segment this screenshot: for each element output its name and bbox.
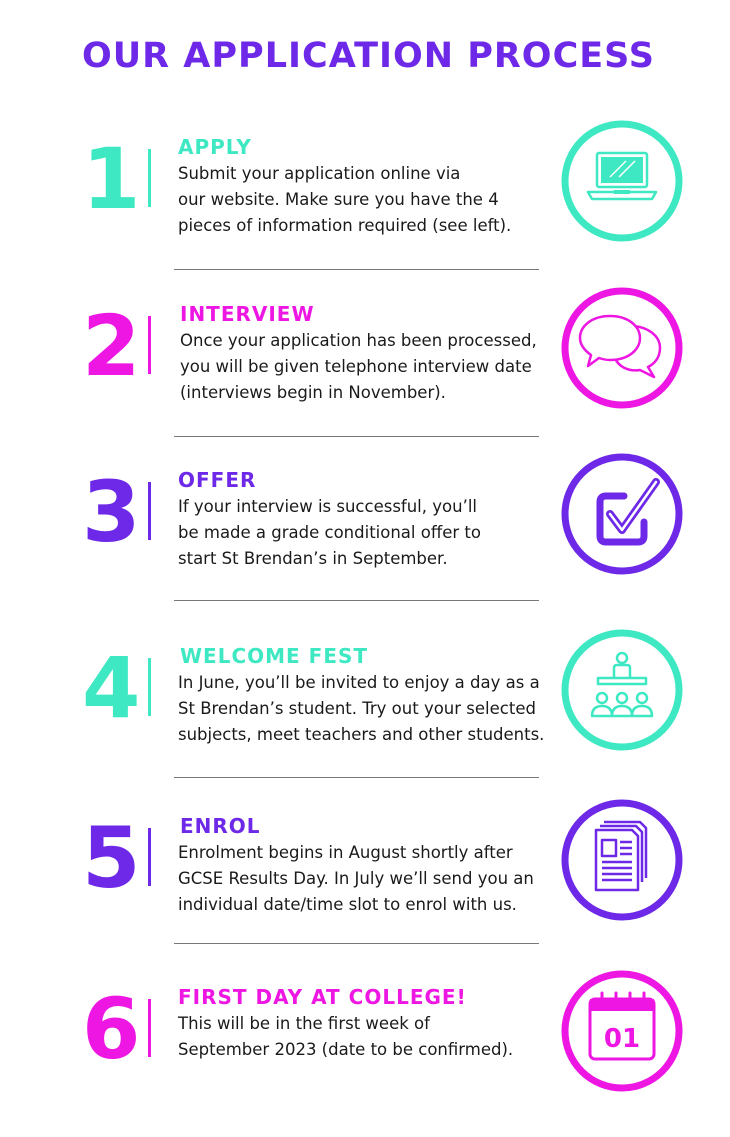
step-number: 2 bbox=[82, 297, 141, 395]
step-heading: WELCOME FEST bbox=[180, 644, 369, 668]
step-heading: OFFER bbox=[178, 468, 257, 492]
step-description-line: This will be in the first week of bbox=[178, 1014, 430, 1033]
step-description-line: pieces of information required (see left). bbox=[178, 216, 512, 235]
section-divider bbox=[174, 777, 539, 778]
step-description bbox=[178, 1011, 513, 1063]
step-divider-bar bbox=[148, 658, 151, 716]
calendar-icon bbox=[560, 969, 684, 1093]
step-number: 6 bbox=[82, 980, 141, 1078]
step-divider-bar bbox=[148, 482, 151, 540]
step-description-line: Enrolment begins in August shortly after bbox=[178, 843, 513, 862]
step-description-line: you will be given telephone interview date bbox=[180, 357, 532, 376]
page-title: OUR APPLICATION PROCESS bbox=[82, 36, 656, 76]
section-divider bbox=[174, 436, 539, 437]
step-number: 3 bbox=[82, 463, 141, 561]
section-divider bbox=[174, 269, 539, 270]
step-heading: INTERVIEW bbox=[180, 302, 315, 326]
step-divider-bar bbox=[148, 149, 151, 207]
presentation-audience-icon bbox=[560, 628, 684, 752]
step-welcome-fest bbox=[0, 639, 730, 796]
step-divider-bar bbox=[148, 828, 151, 886]
step-description-line: GCSE Results Day. In July we’ll send you an bbox=[178, 869, 534, 888]
step-apply bbox=[0, 130, 730, 287]
step-description-line: start St Brendan’s in September. bbox=[178, 549, 448, 568]
step-interview bbox=[0, 297, 730, 454]
calendar-day-label: 01 bbox=[603, 1024, 641, 1054]
step-heading: APPLY bbox=[178, 135, 252, 159]
section-divider bbox=[174, 943, 539, 944]
step-description-line: If your interview is successful, you’ll bbox=[178, 497, 477, 516]
step-divider-bar bbox=[148, 316, 151, 374]
step-description-line: St Brendan’s student. Try out your selected bbox=[178, 699, 536, 718]
step-description bbox=[178, 840, 534, 918]
step-first-day bbox=[0, 980, 730, 1137]
step-description-line: subjects, meet teachers and other students. bbox=[178, 725, 545, 744]
step-number: 5 bbox=[82, 809, 141, 907]
speech-bubbles-icon bbox=[560, 286, 684, 410]
step-description bbox=[178, 161, 511, 239]
step-heading: FIRST DAY AT COLLEGE! bbox=[178, 985, 467, 1009]
step-heading: ENROL bbox=[180, 814, 261, 838]
step-description-line: (interviews begin in November). bbox=[180, 383, 446, 402]
step-offer bbox=[0, 463, 730, 620]
laptop-icon bbox=[560, 119, 684, 243]
step-description-line: September 2023 (date to be confirmed). bbox=[178, 1040, 514, 1059]
checkbox-icon bbox=[560, 452, 684, 576]
step-description-line: our website. Make sure you have the 4 bbox=[178, 190, 499, 209]
step-description-line: Once your application has been processed, bbox=[180, 331, 537, 350]
step-divider-bar bbox=[148, 999, 151, 1057]
step-description bbox=[178, 494, 481, 572]
step-description-line: In June, you’ll be invited to enjoy a day as a bbox=[178, 673, 540, 692]
step-description-line: be made a grade conditional offer to bbox=[178, 523, 481, 542]
step-description-line: individual date/time slot to enrol with us. bbox=[178, 895, 517, 914]
section-divider bbox=[174, 600, 539, 601]
step-description-line: Submit your application online via bbox=[178, 164, 461, 183]
step-description bbox=[180, 328, 537, 406]
step-number: 1 bbox=[82, 130, 141, 228]
step-number: 4 bbox=[82, 639, 141, 737]
step-description bbox=[178, 670, 544, 748]
documents-icon bbox=[560, 798, 684, 922]
